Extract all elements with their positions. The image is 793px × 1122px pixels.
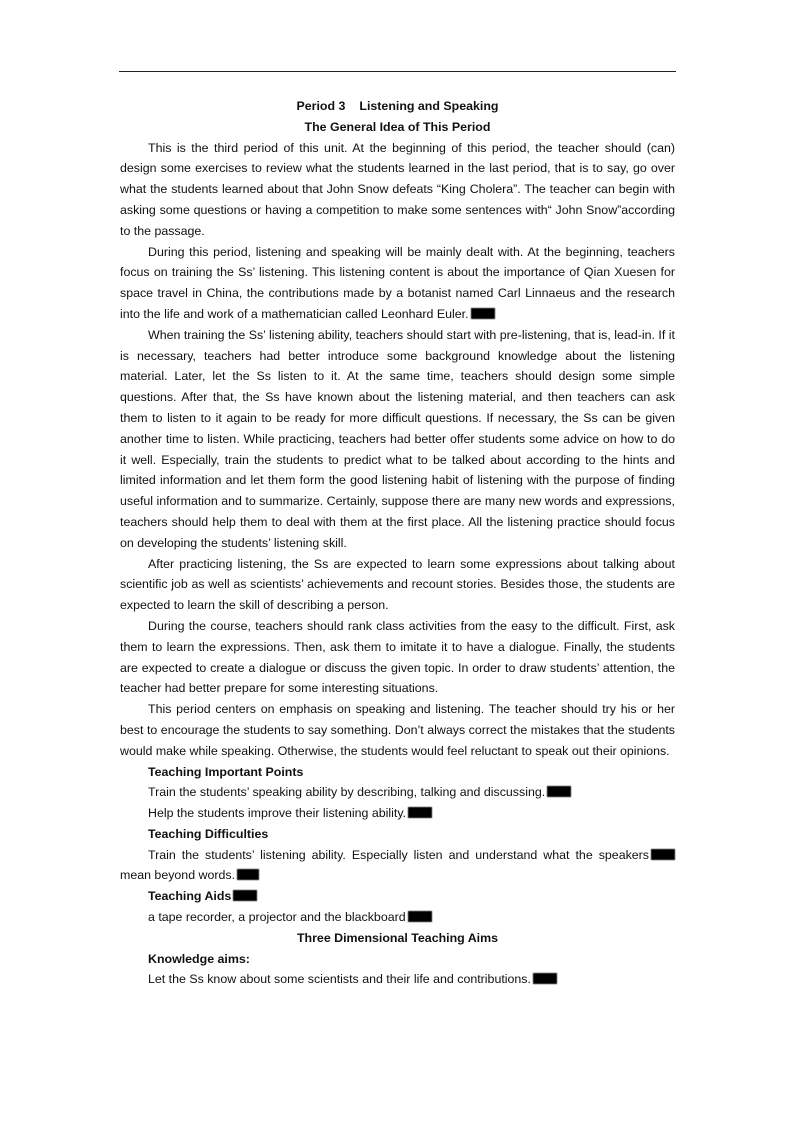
important-point-text: Train the students’ speaking ability by describing, talking and discussing.: [148, 785, 546, 800]
difficulties-line-1: Train the students’ listening ability. Especially listen and understand what the speakers: [148, 847, 649, 862]
paragraph-emphasis: This period centers on emphasis on speaking and listening. The teacher should try his or her best to encourage the students to say something. Don’t always correct the mistakes that the students would make while speaking. Otherwise, the students would feel reluctant to speak out their opinions.: [120, 702, 675, 758]
paragraph-intro: This is the third period of this unit. At the beginning of this period, the teacher should (can) design some exercises to review what the students learned in the last period, that is to say, go over what the students learned about that John Snow defeats “King Cholera”. The teacher can begin with asking some questions or having a competition to make some sentences with“ John Snow”according to the passage.: [120, 140, 675, 238]
paragraph-listening-content-text: During this period, listening and speaking will be mainly dealt with. At the beginning, teachers focus on training the Ss’ listening. This listening content is about the importance of Qian Xuesen for space travel in China, the contributions made by a botanist named Carl Linnaeus and the research into the life and work of a mathematician called Leonhard Euler.: [120, 244, 675, 321]
period-number: Period 3: [296, 99, 346, 113]
redaction-mark: [237, 869, 259, 880]
difficulties-text: [120, 845, 675, 887]
knowledge-aims-item: [120, 969, 675, 990]
paragraph-listening-content: [120, 242, 675, 325]
knowledge-aims-heading: Knowledge aims:: [148, 951, 250, 966]
redaction-mark: [471, 308, 495, 319]
paragraph-after-practice: After practicing listening, the Ss are expected to learn some expressions about talking about scientific job as well as scientists’ achievements and recount stories. Besides those, the students are expected to learn the skill of describing a person.: [120, 556, 675, 613]
aids-text: a tape recorder, a projector and the blackboard: [148, 910, 406, 925]
important-point-text: Help the students improve their listening ability.: [148, 806, 407, 821]
redaction-mark: [533, 973, 557, 984]
aids-heading: Teaching Aids: [148, 889, 232, 904]
aims-heading: Three Dimensional Teaching Aims: [296, 930, 499, 945]
difficulties-line-2: mean beyond words.: [120, 868, 236, 883]
important-point-item: [120, 803, 675, 824]
redaction-mark: [547, 786, 571, 797]
redaction-mark: [233, 890, 257, 901]
paragraph-training: When training the Ss’ listening ability, teachers should start with pre-listening, that is, lead-in. If it is necessary, teachers had better introduce some background knowledge about the listening material. Later, let the Ss listen to it. At the same time, teachers should design some simple questions. After that, the Ss have known about the listening material, and then teachers can ask them to listen to it again to be ready for more difficult questions. If necessary, the Ss can be given another time to listen. While practicing, teachers had better offer students some advice on how to do it well. Especially, train the students to predict what to be talked about according to the hints and limited information and let them form the good listening habit of listening with the purpose of finding useful information and to summarize. Certainly, suppose there are many new words and expressions, teachers should help them to deal with them at the first place. All the listening practice should focus on developing the students’ listening skill.: [120, 327, 675, 550]
aids-heading-line: [120, 886, 675, 907]
aids-item: [120, 907, 675, 928]
general-idea-heading: The General Idea of This Period: [304, 119, 491, 134]
redaction-mark: [408, 911, 432, 922]
knowledge-aims-text: Let the Ss know about some scientists and their life and contributions.: [148, 972, 531, 987]
important-point-item: [120, 782, 675, 803]
paragraph-course: During the course, teachers should rank class activities from the easy to the difficult. First, ask them to learn the expressions. Then, ask them to imitate it to have a dialogue. Finally, the students are expected to create a dialogue or discuss the given topic. In order to draw students’ attention, the teacher had better prepare for some interesting situations.: [120, 618, 675, 696]
document-body: [120, 96, 675, 990]
difficulties-heading: Teaching Difficulties: [148, 826, 269, 841]
redaction-mark: [651, 849, 675, 860]
period-topic: Listening and Speaking: [359, 99, 499, 113]
redaction-mark: [408, 807, 432, 818]
header-rule: [119, 71, 676, 72]
important-points-heading: Teaching Important Points: [148, 764, 304, 779]
period-title: [120, 96, 675, 117]
